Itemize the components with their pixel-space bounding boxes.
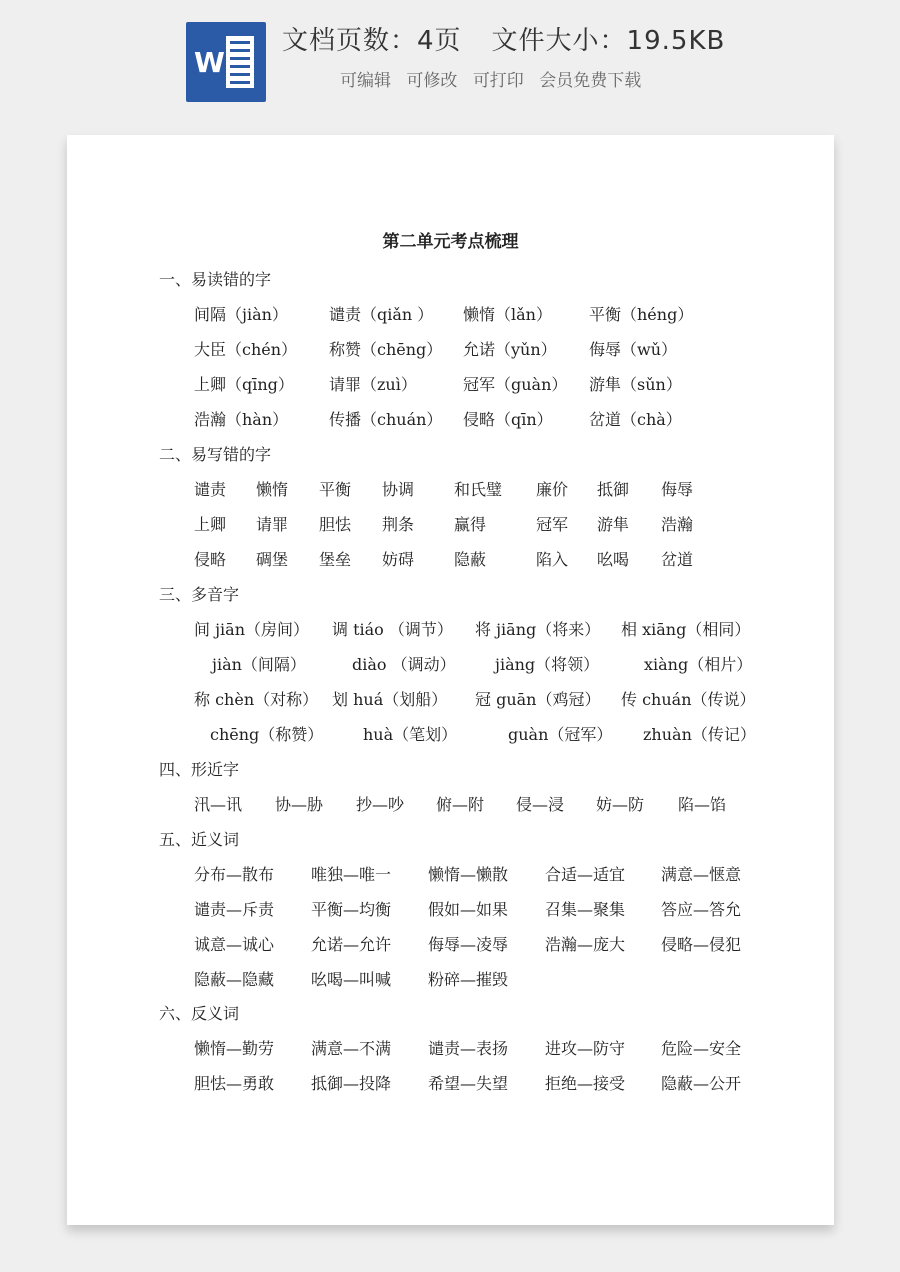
vocab-item: 谴责（qiǎn ）: [329, 305, 434, 324]
vocab-item: 请罪: [256, 515, 289, 534]
vocab-item: 胆怯: [319, 515, 352, 534]
vocab-item: 抄—吵: [356, 795, 405, 814]
vocab-item: 平衡: [319, 480, 352, 499]
vocab-item: 间隔（jiàn）: [194, 305, 288, 324]
feature-modifiable: 可修改: [406, 71, 458, 91]
vocab-item: 碉堡: [256, 550, 289, 569]
feature-list: [340, 66, 651, 91]
vocab-item: 懒惰—懒散: [428, 865, 509, 884]
vocab-item: 间 jiān（房间）: [194, 620, 310, 639]
vocab-item: 胆怯—勇敢: [194, 1074, 275, 1093]
vocab-item: 吆喝—叫喊: [311, 970, 392, 989]
vocab-item: 危险—安全: [661, 1039, 742, 1058]
vocab-item: 侮辱: [661, 480, 694, 499]
vocab-item: 称 chèn（对称）: [194, 690, 319, 709]
download-banner: [0, 0, 900, 125]
page-count: 文档页数：4页: [282, 26, 462, 56]
vocab-item: 谴责—表扬: [428, 1039, 509, 1058]
section-heading: 四、形近字: [159, 760, 240, 779]
section-heading: 五、近义词: [159, 830, 240, 849]
section-heading: 一、易读错的字: [159, 270, 272, 289]
vocab-item: 进攻—防守: [545, 1039, 626, 1058]
vocab-item: chēng（称赞）: [210, 725, 324, 744]
vocab-item: 隐蔽—公开: [661, 1074, 742, 1093]
vocab-item: guàn（冠军）: [508, 725, 613, 744]
vocab-item: 满意—不满: [311, 1039, 392, 1058]
vocab-item: 岔道（chà）: [589, 410, 682, 429]
vocab-item: 分布—散布: [194, 865, 275, 884]
vocab-item: 粉碎—摧毁: [428, 970, 509, 989]
vocab-item: 希望—失望: [428, 1074, 509, 1093]
vocab-item: 俯—附: [436, 795, 485, 814]
vocab-item: 请罪（zuì）: [329, 375, 417, 394]
feature-editable: 可编辑: [340, 71, 391, 91]
vocab-item: 妨碍: [382, 550, 415, 569]
vocab-item: 懒惰（lǎn）: [463, 305, 552, 324]
vocab-item: 允诺（yǔn）: [463, 340, 557, 359]
vocab-item: 廉价: [536, 480, 569, 499]
vocab-item: 陷—馅: [678, 795, 727, 814]
word-document-icon: W: [186, 22, 266, 102]
vocab-item: 隐蔽: [454, 550, 487, 569]
vocab-item: 堡垒: [319, 550, 352, 569]
vocab-item: 浩瀚—庞大: [545, 935, 626, 954]
file-info: [282, 20, 755, 57]
vocab-item: 上卿（qīng）: [194, 375, 294, 394]
vocab-item: 侮辱—凌辱: [428, 935, 509, 954]
vocab-item: 召集—聚集: [545, 900, 626, 919]
vocab-item: 平衡（héng）: [589, 305, 694, 324]
file-size: 文件大小：19.5KB: [491, 26, 726, 56]
vocab-item: 懒惰—勤劳: [194, 1039, 275, 1058]
vocab-item: 游隼: [597, 515, 630, 534]
vocab-item: 唯独—唯一: [311, 865, 392, 884]
vocab-item: 大臣（chén）: [194, 340, 298, 359]
vocab-item: 陷入: [536, 550, 569, 569]
vocab-item: 假如—如果: [428, 900, 509, 919]
document-page: [67, 135, 834, 1225]
vocab-item: 汛—讯: [194, 795, 243, 814]
vocab-item: 划 huá（划船）: [332, 690, 448, 709]
vocab-item: 协调: [382, 480, 415, 499]
vocab-item: 抵御—投降: [311, 1074, 392, 1093]
vocab-item: zhuàn（传记）: [643, 725, 756, 744]
vocab-item: huà（笔划）: [363, 725, 458, 744]
document-title: 第二单元考点梳理: [382, 232, 519, 252]
vocab-item: 浩瀚: [661, 515, 694, 534]
vocab-item: 懒惰: [256, 480, 289, 499]
vocab-item: 侵略—侵犯: [661, 935, 742, 954]
vocab-item: 诚意—诚心: [194, 935, 275, 954]
section-heading: 三、多音字: [159, 585, 240, 604]
vocab-item: 侮辱（wǔ）: [589, 340, 678, 359]
vocab-item: 浩瀚（hàn）: [194, 410, 289, 429]
vocab-item: 称赞（chēng）: [329, 340, 443, 359]
feature-printable: 可打印: [472, 71, 524, 91]
vocab-item: 谴责: [194, 480, 227, 499]
vocab-item: 答应—答允: [661, 900, 742, 919]
vocab-item: 岔道: [661, 550, 694, 569]
vocab-item: 吆喝: [597, 550, 630, 569]
vocab-item: diào （调动）: [352, 655, 456, 674]
vocab-item: 冠军（guàn）: [463, 375, 568, 394]
vocab-item: 游隼（sǔn）: [589, 375, 682, 394]
vocab-item: 合适—适宜: [545, 865, 626, 884]
feature-member-download: 会员免费下载: [539, 71, 642, 91]
vocab-item: 平衡—均衡: [311, 900, 392, 919]
vocab-item: 传 chuán（传说）: [621, 690, 756, 709]
vocab-item: xiàng（相片）: [644, 655, 753, 674]
vocab-item: 隐蔽—隐藏: [194, 970, 275, 989]
section-heading: 六、反义词: [159, 1004, 240, 1023]
vocab-item: 赢得: [454, 515, 487, 534]
vocab-item: jiàng（将领）: [495, 655, 600, 674]
vocab-item: 上卿: [194, 515, 227, 534]
vocab-item: 侵—浸: [516, 795, 565, 814]
vocab-item: 调 tiáo （调节）: [332, 620, 453, 639]
vocab-item: 抵御: [597, 480, 630, 499]
vocab-item: 侵略（qīn）: [463, 410, 553, 429]
vocab-item: jiàn（间隔）: [212, 655, 306, 674]
vocab-item: 侵略: [194, 550, 227, 569]
vocab-item: 将 jiāng（将来）: [475, 620, 601, 639]
vocab-item: 相 xiāng（相同）: [621, 620, 751, 639]
vocab-item: 和氏璧: [454, 480, 503, 499]
vocab-item: 协—胁: [275, 795, 324, 814]
section-heading: 二、易写错的字: [159, 445, 272, 464]
vocab-item: 冠军: [536, 515, 569, 534]
vocab-item: 冠 guān（鸡冠）: [475, 690, 601, 709]
vocab-item: 荆条: [382, 515, 415, 534]
vocab-item: 满意—惬意: [661, 865, 742, 884]
vocab-item: 传播（chuán）: [329, 410, 443, 429]
vocab-item: 谴责—斥责: [194, 900, 275, 919]
vocab-item: 允诺—允许: [311, 935, 392, 954]
vocab-item: 拒绝—接受: [545, 1074, 626, 1093]
vocab-item: 妨—防: [596, 795, 645, 814]
